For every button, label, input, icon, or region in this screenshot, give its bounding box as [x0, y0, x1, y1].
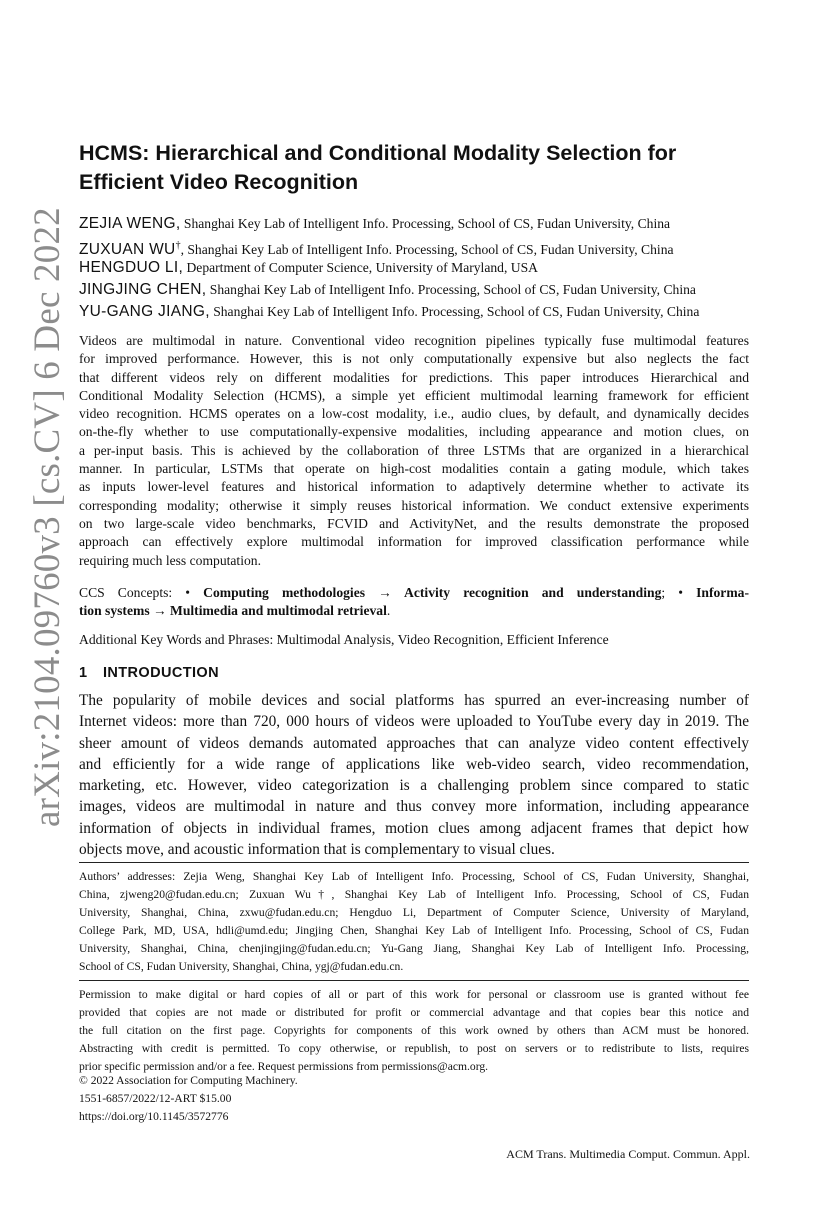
author-list: [79, 213, 759, 323]
permission-line: prior specific permission and/or a fee. Request permissions from permissions@acm.org.: [79, 1060, 489, 1073]
author-affiliation: Department of Computer Science, University of Maryland, USA: [183, 260, 538, 275]
intro-line: The popularity of mobile devices and social platforms has spurred an ever-increasing number of: [79, 692, 749, 709]
address-line: School of CS, Fudan University, Shanghai, China, ygj@fudan.edu.cn.: [79, 960, 404, 973]
ccs-concept: tion systems → Multimedia and multimodal retrieval: [79, 603, 387, 619]
abstract-line: Conditional Modality Selection (HCMS), a simple yet efficient multimodal learning framework for efficient: [79, 387, 749, 403]
ccs-line: [79, 602, 749, 620]
author-affiliation: , Shanghai Key Lab of Intelligent Info. Processing, School of CS, Fudan University, China: [180, 242, 674, 257]
ccs-concepts: [79, 584, 749, 621]
ccs-concept: Computing methodologies → Activity recognition and understanding: [203, 585, 662, 600]
additional-keywords: Additional Key Words and Phrases: Multimodal Analysis, Video Recognition, Efficient Inference: [79, 632, 609, 647]
title-line: HCMS: Hierarchical and Conditional Modality Selection for: [79, 141, 677, 165]
paper-title: [79, 139, 769, 197]
abstract-line: on-the-fly whether to use computationally-expensive modalities, including appearance and motion clues, on: [79, 424, 749, 440]
address-line: Authors’ addresses: Zejia Weng, Shanghai Key Lab of Intelligent Info. Processing, School of CS, Fudan University, Shanghai,: [79, 870, 749, 883]
abstract-line: a per-input basis. This is achieved by the collaboration of three LSTMs that are organized in a hierarchical: [79, 442, 749, 458]
author-name: HENGDUO LI,: [79, 259, 184, 276]
ccs-separator: ; •: [661, 585, 697, 600]
abstract-line: for improved performance. However, this is not only computationally expensive but also neglects the fact: [79, 351, 749, 367]
introduction-paragraph: [79, 690, 749, 860]
author-addresses: [79, 868, 749, 976]
author-entry: [79, 279, 759, 301]
section-title: INTRODUCTION: [103, 665, 219, 681]
ccs-concept: Informa-: [696, 585, 749, 600]
issn-price: 1551-6857/2022/12-ART $15.00: [79, 1092, 232, 1106]
author-name: ZEJIA WENG,: [79, 215, 181, 232]
arxiv-identifier-stamp: arXiv:2104.09760v3 [cs.CV] 6 Dec 2022: [27, 207, 68, 827]
author-affiliation: Shanghai Key Lab of Intelligent Info. Processing, School of CS, Fudan University, China: [209, 304, 700, 319]
permission-line: provided that copies are not made or distributed for profit or commercial advantage and that copies bear this notice and: [79, 1006, 749, 1019]
permission-divider: [79, 980, 749, 981]
copyright-notice: © 2022 Association for Computing Machinery.: [79, 1074, 298, 1087]
permission-line: the full citation on the first page. Copyrights for components of this work owned by others than ACM must be honored.: [79, 1024, 749, 1037]
permission-line: Permission to make digital or hard copies of all or part of this work for personal or classroom use is granted without fee: [79, 988, 749, 1001]
section-number: 1: [79, 665, 88, 681]
abstract-line: that different videos rely on different modalities for predictions. This paper introduces Hierarchical and: [79, 369, 749, 385]
address-line: College Park, MD, USA, hdli@umd.edu; Jingjing Chen, Shanghai Key Lab of Intelligent Info. Processing, School of CS, Fudan: [79, 924, 749, 937]
abstract-line: video recognition. HCMS operates on a low-cost modality, i.e., audio clues, by default, and dynamically decides: [79, 406, 749, 422]
footnote-divider: [79, 862, 749, 863]
author-affiliation: Shanghai Key Lab of Intelligent Info. Processing, School of CS, Fudan University, China: [206, 282, 696, 297]
intro-line: and efficiently for a wide range of applications like web-video search, video recommendation,: [79, 755, 749, 773]
author-entry: [79, 301, 759, 323]
intro-line: information of objects in individual frames, motion clues among adjacent frames that depict how: [79, 819, 749, 837]
author-name: ZUXUAN WU: [79, 241, 176, 258]
intro-line: sheer amount of videos demands automated approaches that can analyze video content effectively: [79, 734, 749, 752]
abstract-line: requiring much less computation.: [79, 552, 261, 568]
intro-line: objects move, and acoustic information that is complementary to visual clues.: [79, 841, 555, 859]
intro-line: marketing, etc. However, video categorization is a challenging problem since compared to static: [79, 777, 749, 795]
abstract-line: manner. In particular, LSTMs that operate on high-cost modalities contain a gating module, which takes: [79, 461, 749, 477]
intro-line: images, videos are multimodal in nature and thus convey more information, including appearance: [79, 798, 749, 816]
intro-line: Internet videos: more than 720, 000 hours of videos were uploaded to YouTube every day in 2019. The: [79, 713, 749, 731]
author-affiliation: Shanghai Key Lab of Intelligent Info. Processing, School of CS, Fudan University, China: [180, 216, 671, 231]
abstract-line: Videos are multimodal in nature. Conventional video recognition pipelines typically fuse multimodal features: [79, 333, 749, 348]
ccs-end: .: [386, 603, 391, 619]
abstract-line: approach can effectively explore multimodal information for improved classification performance while: [79, 534, 749, 550]
corresponding-author-mark: †: [175, 240, 181, 251]
address-line: China, zjweng20@fudan.edu.cn; Zuxuan Wu†, Shanghai Key Lab of Intelligent Info. Processing, School of CS, Fudan: [79, 888, 749, 901]
author-entry: [79, 235, 759, 257]
author-name: JINGJING CHEN,: [79, 281, 207, 298]
address-line: University, Shanghai, China, chenjingjing@fudan.edu.cn; Yu-Gang Jiang, Shanghai Key Lab of Intelligent Info. Processing,: [79, 942, 749, 955]
doi-link[interactable]: https://doi.org/10.1145/3572776: [79, 1110, 229, 1124]
section-heading: [79, 665, 219, 681]
journal-footer: ACM Trans. Multimedia Comput. Commun. Appl.: [506, 1147, 750, 1161]
permission-line: Abstracting with credit is permitted. To copy otherwise, or republish, to post on servers or to redistribute to lists, requires: [79, 1042, 749, 1055]
author-entry: [79, 257, 759, 279]
permission-notice: [79, 986, 749, 1076]
title-line: Efficient Video Recognition: [79, 170, 359, 194]
ccs-line: [79, 584, 749, 602]
address-line: University, Shanghai, China, zxwu@fudan.edu.cn; Hengduo Li, Department of Computer Science, University of Maryland,: [79, 906, 749, 919]
abstract-line: on two large-scale video benchmarks, FCVID and ActivityNet, and the results demonstrate the proposed: [79, 515, 749, 531]
abstract-line: as inputs lower-level features and historical information to adaptively determine whether to activate its: [79, 479, 749, 495]
author-entry: [79, 213, 759, 235]
copyright-block: [79, 1072, 298, 1127]
ccs-prefix: CCS Concepts: •: [79, 585, 204, 600]
abstract-line: corresponding modality; otherwise it simply reuses historical information. We conduct extensive experiments: [79, 497, 749, 513]
author-name: YU-GANG JIANG,: [79, 303, 210, 320]
abstract: [79, 332, 749, 570]
